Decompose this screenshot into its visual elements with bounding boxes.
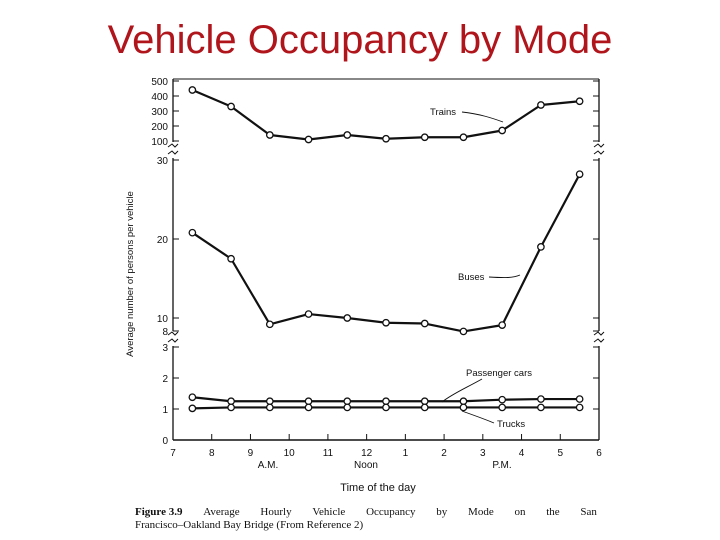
x-sublabel-noon: Noon (354, 460, 378, 471)
data-point (305, 404, 311, 410)
axis-break-mark (168, 332, 178, 335)
series-annotation: Trains (430, 107, 457, 118)
y-tick-label: 20 (156, 235, 168, 246)
y-tick-label: 3 (162, 343, 168, 354)
data-point (267, 398, 273, 404)
axis-break-mark (594, 151, 604, 154)
x-tick-label: 7 (170, 448, 176, 459)
y-tick-label: 100 (151, 137, 168, 148)
data-point (267, 404, 273, 410)
y-tick-label: 8 (162, 327, 168, 338)
series-annotation: Buses (458, 272, 485, 283)
data-point (189, 87, 195, 93)
series-line-trains (192, 90, 579, 140)
y-tick-label: 1 (162, 405, 168, 416)
data-point (383, 404, 389, 410)
data-point (228, 256, 234, 262)
data-point (499, 127, 505, 133)
series-annotation: Passenger cars (466, 368, 533, 379)
data-point (383, 320, 389, 326)
x-tick-label: 4 (518, 448, 525, 459)
caption-word: the (546, 506, 560, 518)
figure-label: Figure 3.9 (135, 506, 183, 518)
data-point (305, 136, 311, 142)
caption-word: Vehicle (312, 506, 346, 518)
axis-break-mark (168, 144, 178, 147)
data-point (499, 397, 505, 403)
caption-word: Mode (468, 506, 494, 518)
data-point (422, 404, 428, 410)
y-tick-label: 300 (151, 107, 168, 118)
data-point (576, 404, 582, 410)
axis-break-mark (594, 339, 604, 342)
y-tick-label: 0 (162, 436, 168, 447)
series-line-buses (192, 174, 579, 331)
caption-word: San (580, 506, 597, 518)
caption-line-1 (135, 506, 597, 519)
data-point (383, 136, 389, 142)
x-tick-label: 10 (283, 448, 295, 459)
data-point (189, 405, 195, 411)
y-tick-label: 400 (151, 92, 168, 103)
data-point (460, 134, 466, 140)
data-point (383, 398, 389, 404)
axis-break-mark (168, 339, 178, 342)
axis-break-mark (594, 332, 604, 335)
annotation-arrow (462, 411, 494, 423)
y-tick-label: 200 (151, 122, 168, 133)
data-point (228, 404, 234, 410)
data-point (460, 404, 466, 410)
data-point (576, 98, 582, 104)
y-tick-label: 2 (162, 374, 168, 385)
x-tick-label: 2 (441, 448, 447, 459)
x-tick-label: 9 (247, 448, 254, 459)
x-tick-label: 11 (322, 448, 334, 459)
y-axis-title: Average number of persons per vehicle (125, 191, 136, 357)
axis-break-mark (168, 151, 178, 154)
x-tick-label: 8 (208, 448, 215, 459)
data-point (305, 398, 311, 404)
chart-labels (125, 107, 532, 494)
x-tick-label: 1 (402, 448, 409, 459)
x-sublabel-pm: P.M. (492, 460, 512, 471)
data-point (344, 404, 350, 410)
chart-series (189, 87, 583, 412)
caption-line-2: Francisco–Oakland Bay Bridge (From Reference 2) (135, 519, 364, 531)
data-point (422, 320, 428, 326)
data-point (189, 394, 195, 400)
data-point (499, 404, 505, 410)
x-axis-title: Time of the day (340, 482, 416, 494)
caption-word: Occupancy (366, 506, 416, 518)
caption-word: on (514, 506, 526, 518)
x-tick-label: 5 (557, 448, 564, 459)
data-point (267, 132, 273, 138)
data-point (576, 171, 582, 177)
caption-word: Average (203, 506, 240, 518)
x-tick-label: 6 (596, 448, 602, 459)
data-point (228, 398, 234, 404)
page-title: Vehicle Occupancy by Mode (107, 18, 613, 62)
data-point (538, 244, 544, 250)
y-tick-label: 500 (151, 77, 168, 88)
data-point (576, 396, 582, 402)
data-point (422, 398, 428, 404)
data-point (344, 398, 350, 404)
data-point (422, 134, 428, 140)
axis-break-mark (594, 144, 604, 147)
data-point (538, 396, 544, 402)
data-point (499, 322, 505, 328)
data-point (460, 398, 466, 404)
data-point (538, 102, 544, 108)
axis-ticks (151, 77, 602, 471)
data-point (189, 229, 195, 235)
annotation-arrow (489, 275, 520, 278)
caption-word: Hourly (260, 506, 292, 518)
data-point (460, 328, 466, 334)
data-point (538, 404, 544, 410)
data-point (305, 311, 311, 317)
y-tick-label: 30 (156, 156, 168, 167)
annotation-arrow (462, 112, 503, 122)
data-point (344, 132, 350, 138)
x-tick-label: 3 (480, 448, 486, 459)
data-point (344, 315, 350, 321)
series-annotation: Trucks (497, 419, 526, 430)
data-point (228, 103, 234, 109)
x-tick-label: 12 (361, 448, 373, 459)
data-point (267, 321, 273, 327)
y-tick-label: 10 (156, 314, 168, 325)
x-sublabel-am: A.M. (257, 460, 279, 471)
caption-word: by (436, 506, 448, 518)
figure-caption (135, 506, 597, 532)
